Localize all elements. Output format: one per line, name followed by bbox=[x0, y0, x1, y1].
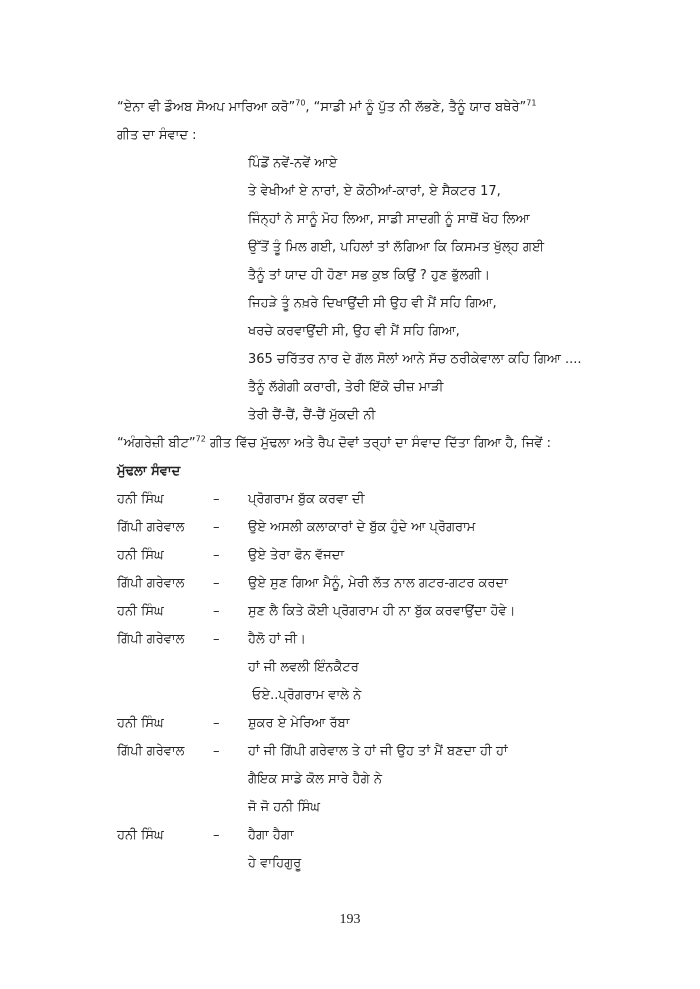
lyric-line: ਤੇ ਵੇਖੀਆਂ ਏ ਨਾਰਾਂ, ਏ ਕੋਠੀਆਂ-ਕਾਰਾਂ, ਏ ਸੈਕਟਰ 17, bbox=[248, 184, 501, 199]
speaker-name: ਹਨੀ ਸਿੰਘ bbox=[117, 828, 164, 843]
lyric-line: ਤੈਨੂੰ ਲੱਗੇਗੀ ਕਰਾਰੀ, ਤੇਰੀ ਇੱਕੋ ਚੀਜ਼ ਮਾੜੀ bbox=[248, 380, 444, 395]
dialogue-text: ਉਏ ਸੁਣ ਗਿਆ ਮੈਨੂੰ, ਮੇਰੀ ਲੱਤ ਨਾਲ ਗਟਰ-ਗਟਰ ਕਰਦਾ bbox=[248, 576, 508, 591]
dialogue-row bbox=[117, 598, 597, 626]
dialogue-text: ਸ਼ੁਕਰ ਏ ਮੇਰਿਆ ਰੱਬਾ bbox=[248, 716, 350, 731]
lyrics-block bbox=[117, 150, 597, 430]
dialogue-text: ਗੈਇਕ ਸਾਡੇ ਕੋਲ ਸਾਰੇ ਹੈਗੇ ਨੇ bbox=[248, 772, 382, 787]
lyric-line: 365 ਚਰਿੱਤਰ ਨਾਰ ਦੇ ਗੱਲ ਸੋਲਾਂ ਆਨੇ ਸੱਚ ਠਰੀਕੇਵਾਲਾ ਕਹਿ ਗਿਆ .... bbox=[248, 352, 582, 367]
dialogue-dash: – bbox=[213, 492, 220, 507]
dialogue-row bbox=[117, 738, 597, 766]
dialogue-text: ਉਏ ਅਸਲੀ ਕਲਾਕਾਰਾਂ ਦੇ ਬੁੱਕ ਹੁੰਦੇ ਆ ਪ੍ਰੋਗਰਾਮ bbox=[248, 520, 476, 535]
speaker-name: ਹਨੀ ਸਿੰਘ bbox=[117, 604, 164, 619]
dialogue-text: ਹਾਂ ਜੀ ਗਿੱਪੀ ਗਰੇਵਾਲ ਤੇ ਹਾਂ ਜੀ ਉਹ ਤਾਂ ਮੈਂ ਬਣਦਾ ਹੀ ਹਾਂ bbox=[248, 744, 508, 759]
dialogue-row bbox=[117, 570, 597, 598]
dialogue-dash: – bbox=[213, 520, 220, 535]
speaker-name: ਗਿੱਪੀ ਗਰੇਵਾਲ bbox=[117, 576, 185, 591]
speaker-name bbox=[117, 654, 213, 682]
lyric-line: ਤੇਰੀ ਚੈਂ-ਚੈਂ, ਚੈਂ-ਚੈਂ ਮੁੱਕਦੀ ਨੀ bbox=[248, 408, 376, 423]
dialogue-dash: – bbox=[213, 576, 220, 591]
speaker-name: ਹਨੀ ਸਿੰਘ bbox=[117, 492, 164, 507]
lyric-line: ਪਿੰਡੋਂ ਨਵੇਂ-ਨਵੇਂ ਆਏ bbox=[248, 156, 338, 171]
dialogue-row bbox=[117, 766, 597, 794]
page-body bbox=[117, 94, 597, 878]
dialogue-row bbox=[117, 626, 597, 654]
paragraph-text: ਗੀਤ ਵਿੱਚ ਮੁੱਢਲਾ ਅਤੇ ਰੈਪ ਦੋਵਾਂ ਤਰ੍ਹਾਂ ਦਾ ਸੰਵਾਦ ਦਿੱਤਾ ਗਿਆ ਹੈ, ਜਿਵੇਂ : bbox=[205, 436, 551, 451]
song-title-quote: “ਏਨਾ ਵੀ ਡੌਅਬ ਸੋਅਪ ਮਾਰਿਆ ਕਰੋ” bbox=[117, 100, 296, 115]
dialogue-row bbox=[117, 486, 597, 514]
dialogue-dash: – bbox=[213, 548, 220, 563]
dialogue-row bbox=[117, 850, 597, 878]
dialogue-dash: – bbox=[213, 632, 220, 647]
intro-line-2: ਗੀਤ ਦਾ ਸੰਵਾਦ : bbox=[117, 128, 197, 143]
dialogue-row bbox=[117, 822, 597, 850]
beat-paragraph bbox=[117, 430, 597, 458]
speaker-name: ਗਿੱਪੀ ਗਰੇਵਾਲ bbox=[117, 520, 185, 535]
page-number: 193 bbox=[339, 912, 361, 927]
dialogue-text: ਹੈਗਾ ਹੈਗਾ bbox=[248, 828, 294, 843]
speaker-name: ਹਨੀ ਸਿੰਘ bbox=[117, 716, 164, 731]
dialogue-row bbox=[117, 654, 597, 682]
speaker-name: ਗਿੱਪੀ ਗਰੇਵਾਲ bbox=[117, 744, 185, 759]
intro-line bbox=[117, 94, 597, 122]
lyric-line: ਉੱਤੋਂ ਤੂੰ ਮਿਲ ਗਈ, ਪਹਿਲਾਂ ਤਾਂ ਲੱਗਿਆ ਕਿ ਕਿਸਮਤ ਖੁੱਲ੍ਹ ਗਈ bbox=[248, 240, 545, 255]
dialogue-row bbox=[117, 514, 597, 542]
footnote-ref: 71 bbox=[526, 98, 537, 108]
lyric-line: ਜਿੰਨ੍ਹਾਂ ਨੇ ਸਾਨੂੰ ਮੋਹ ਲਿਆ, ਸਾਡੀ ਸਾਦਗੀ ਨੂੰ ਸਾਥੋਂ ਖੋਹ ਲਿਆ bbox=[248, 212, 530, 227]
dialogue-text: ਜੋ ਜੋ ਹਨੀ ਸਿੰਘ bbox=[248, 800, 320, 815]
dialogue-block bbox=[117, 486, 597, 878]
lyric-line: ਤੈਨੂੰ ਤਾਂ ਯਾਦ ਹੀ ਹੋਣਾ ਸਭ ਕੁਝ ਕਿਉਂ ? ਹੁਣ ਭੁੱਲਗੀ। bbox=[248, 268, 490, 283]
speaker-name bbox=[117, 794, 213, 822]
dialogue-dash bbox=[213, 766, 248, 794]
speaker-name bbox=[117, 766, 213, 794]
lyric-line: ਖਰਚੇ ਕਰਵਾਉਂਦੀ ਸੀ, ਉਹ ਵੀ ਮੈਂ ਸਹਿ ਗਿਆ, bbox=[248, 324, 460, 339]
dialogue-text: ਹੇ ਵਾਹਿਗੁਰੂ bbox=[248, 856, 302, 871]
dialogue-text: ਹੈਲੋ ਹਾਂ ਜੀ। bbox=[248, 632, 306, 647]
dialogue-row bbox=[117, 794, 597, 822]
dialogue-dash: – bbox=[213, 604, 220, 619]
dialogue-row bbox=[117, 710, 597, 738]
speaker-name bbox=[117, 682, 213, 710]
dialogue-dash bbox=[213, 682, 248, 710]
section-heading: ਮੁੱਢਲਾ ਸੰਵਾਦ bbox=[117, 464, 181, 479]
footnote-ref: 70 bbox=[295, 98, 306, 108]
speaker-name: ਹਨੀ ਸਿੰਘ bbox=[117, 548, 164, 563]
dialogue-text: ਹਾਂ ਜੀ ਲਵਲੀ ਇੰਨਕੈਟਰ bbox=[248, 660, 359, 675]
dialogue-dash: – bbox=[213, 828, 220, 843]
dialogue-dash: – bbox=[213, 716, 220, 731]
dialogue-dash bbox=[213, 794, 248, 822]
dialogue-text: ਸੁਣ ਲੈ ਕਿਤੇ ਕੋਈ ਪ੍ਰੋਗਰਾਮ ਹੀ ਨਾ ਬੁੱਕ ਕਰਵਾਉਂਦਾ ਹੋਵੇ। bbox=[248, 604, 516, 619]
speaker-name: ਗਿੱਪੀ ਗਰੇਵਾਲ bbox=[117, 632, 185, 647]
dialogue-text: ਉਏ ਤੇਰਾ ਫੋਨ ਵੱਜਦਾ bbox=[248, 548, 345, 563]
speaker-name bbox=[117, 850, 213, 878]
footnote-ref: 72 bbox=[195, 434, 206, 444]
dialogue-dash: – bbox=[213, 744, 220, 759]
dialogue-row bbox=[117, 682, 597, 710]
song-title-quote: “ਅੰਗਰੇਜ਼ੀ ਬੀਟ” bbox=[117, 436, 196, 451]
song-title-quote: , “ਸਾਡੀ ਮਾਂ ਨੂੰ ਪੁੱਤ ਨੀ ਲੱਭਣੇ, ਤੈਨੂੰ ਯਾਰ ਬਥੇਰੇ” bbox=[305, 100, 527, 115]
dialogue-row bbox=[117, 542, 597, 570]
dialogue-text: ਓਏ..ਪ੍ਰੋਗਰਾਮ ਵਾਲੇ ਨੇ bbox=[248, 688, 362, 703]
dialogue-text: ਪ੍ਰੋਗਰਾਮ ਬੁੱਕ ਕਰਵਾ ਦੀ bbox=[248, 492, 365, 507]
dialogue-dash bbox=[213, 850, 248, 878]
lyric-line: ਜਿਹੜੇ ਤੂੰ ਨਖ਼ਰੇ ਦਿਖਾਉਂਦੀ ਸੀ ਉਹ ਵੀ ਮੈਂ ਸਹਿ ਗਿਆ, bbox=[248, 296, 497, 311]
dialogue-dash bbox=[213, 654, 248, 682]
